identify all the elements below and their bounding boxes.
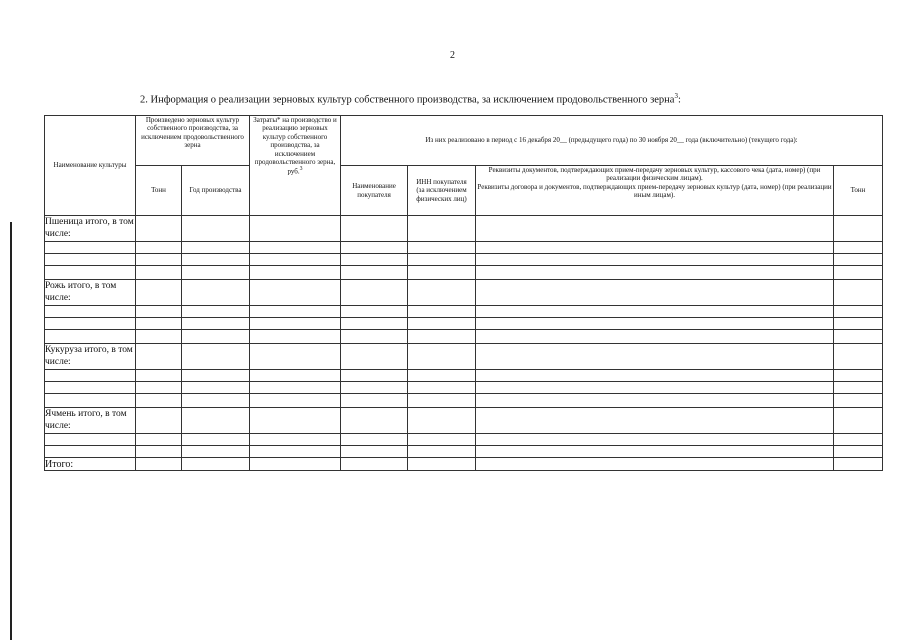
section-title: 2. Информация о реализации зерновых культур собственного производства, за исключением продовольственного зерна$^3$: xyxy=(140,92,681,106)
table-cell xyxy=(45,266,136,280)
table-cell[interactable] xyxy=(476,216,834,242)
table-cell[interactable] xyxy=(408,458,476,471)
header-produced-tons: Тонн xyxy=(136,166,182,216)
table-cell xyxy=(408,394,476,408)
table-cell[interactable] xyxy=(834,306,883,318)
table-cell[interactable] xyxy=(476,382,834,394)
header-sold-tons: Тонн xyxy=(834,166,883,216)
table-cell[interactable] xyxy=(182,370,250,382)
table-cell[interactable] xyxy=(834,434,883,446)
header-crop-name: Наименование культуры xyxy=(45,116,136,216)
table-cell[interactable] xyxy=(476,242,834,254)
table-cell[interactable] xyxy=(250,382,341,394)
header-produced: Произведено зерновых культур собственного производства, за исключением продовольственного зерна xyxy=(136,116,250,166)
table-cell[interactable] xyxy=(182,254,250,266)
table-cell xyxy=(341,330,408,344)
table-cell[interactable] xyxy=(834,458,883,471)
table-cell[interactable] xyxy=(182,280,250,306)
table-cell[interactable] xyxy=(136,382,182,394)
table-cell[interactable] xyxy=(408,306,476,318)
table-cell[interactable] xyxy=(250,216,341,242)
table-cell xyxy=(182,394,250,408)
table-cell[interactable] xyxy=(408,318,476,330)
table-cell[interactable] xyxy=(476,408,834,434)
total-label: Итого: xyxy=(45,458,136,471)
table-cell[interactable] xyxy=(136,318,182,330)
table-row xyxy=(45,446,883,458)
table-row xyxy=(45,254,883,266)
header-sold-period: Из них реализовано в период с 16 декабря 20__ (предыдущего года) по 30 ноября 20__ года (включительно) (текущего года): xyxy=(341,116,883,166)
table-cell[interactable] xyxy=(476,306,834,318)
table-cell xyxy=(136,394,182,408)
table-cell xyxy=(136,330,182,344)
table-cell[interactable] xyxy=(408,434,476,446)
table-cell[interactable] xyxy=(341,216,408,242)
table-cell xyxy=(834,394,883,408)
table-cell[interactable] xyxy=(834,254,883,266)
table-cell[interactable] xyxy=(250,242,341,254)
table-cell xyxy=(834,330,883,344)
group-label-corn: Кукуруза итого, в том числе: xyxy=(45,344,136,370)
table-cell xyxy=(341,266,408,280)
table-cell[interactable] xyxy=(250,344,341,370)
table-cell[interactable] xyxy=(182,408,250,434)
table-cell xyxy=(182,266,250,280)
table-cell[interactable] xyxy=(250,458,341,471)
header-produced-year: Год производства xyxy=(182,166,250,216)
table-cell[interactable] xyxy=(476,318,834,330)
header-buyer-inn-note: (за исключением физических лиц) xyxy=(416,186,467,203)
table-cell xyxy=(45,330,136,344)
table-row xyxy=(45,344,883,370)
table-cell[interactable] xyxy=(341,446,408,458)
header-buyer-inn xyxy=(408,166,476,216)
table-cell[interactable] xyxy=(408,446,476,458)
table-cell[interactable] xyxy=(408,216,476,242)
table-cell[interactable] xyxy=(45,242,136,254)
table-cell[interactable] xyxy=(341,458,408,471)
table-cell[interactable] xyxy=(341,434,408,446)
table-cell[interactable] xyxy=(250,280,341,306)
table-cell[interactable] xyxy=(250,318,341,330)
header-docs-line1: Реквизиты документов, подтверждающих прием-передачу зерновых культур, кассового чека (дата, номер) (при реализации физическим лицам). xyxy=(488,166,821,183)
table-cell[interactable] xyxy=(476,446,834,458)
table-cell[interactable] xyxy=(250,446,341,458)
table-cell[interactable] xyxy=(136,306,182,318)
table-cell[interactable] xyxy=(408,408,476,434)
table-cell[interactable] xyxy=(45,370,136,382)
table-cell[interactable] xyxy=(136,344,182,370)
table-cell[interactable] xyxy=(136,408,182,434)
table-cell[interactable] xyxy=(136,242,182,254)
table-cell[interactable] xyxy=(476,370,834,382)
table-cell xyxy=(476,330,834,344)
group-label-wheat: Пшеница итого, в том числе: xyxy=(45,216,136,242)
table-cell[interactable] xyxy=(136,216,182,242)
table-cell[interactable] xyxy=(341,280,408,306)
table-row xyxy=(45,280,883,306)
table-cell[interactable] xyxy=(341,382,408,394)
header-documents xyxy=(476,166,834,216)
table-row xyxy=(45,408,883,434)
table-cell[interactable] xyxy=(182,434,250,446)
table-row xyxy=(45,306,883,318)
table-cell[interactable] xyxy=(250,370,341,382)
header-buyer-name: Наименование покупателя xyxy=(341,166,408,216)
table-cell xyxy=(476,266,834,280)
table-cell xyxy=(408,266,476,280)
table-cell[interactable] xyxy=(408,242,476,254)
table-cell[interactable] xyxy=(136,446,182,458)
group-label-rye: Рожь итого, в том числе: xyxy=(45,280,136,306)
table-cell[interactable] xyxy=(136,254,182,266)
table-row xyxy=(45,266,883,280)
table-cell[interactable] xyxy=(45,434,136,446)
table-cell xyxy=(250,266,341,280)
table-cell[interactable] xyxy=(834,216,883,242)
table-cell[interactable] xyxy=(182,306,250,318)
table-cell[interactable] xyxy=(834,370,883,382)
table-cell[interactable] xyxy=(408,280,476,306)
table-cell[interactable] xyxy=(250,306,341,318)
table-cell[interactable] xyxy=(182,318,250,330)
table-cell[interactable] xyxy=(834,446,883,458)
grain-sales-table xyxy=(44,115,883,471)
table-cell[interactable] xyxy=(341,306,408,318)
table-row xyxy=(45,318,883,330)
table-cell[interactable] xyxy=(476,344,834,370)
table-cell[interactable] xyxy=(408,370,476,382)
table-cell[interactable] xyxy=(341,318,408,330)
table-cell[interactable] xyxy=(182,446,250,458)
table-cell xyxy=(341,394,408,408)
table-cell xyxy=(250,394,341,408)
table-cell[interactable] xyxy=(136,370,182,382)
title-text: 2. Информация о реализации зерновых культур собственного производства, за исключением продовольственного зерна xyxy=(140,94,675,106)
table-cell[interactable] xyxy=(834,344,883,370)
table-cell[interactable] xyxy=(408,344,476,370)
header-buyer-inn-text: ИНН покупателя xyxy=(416,177,467,186)
table-cell[interactable] xyxy=(136,434,182,446)
table-cell[interactable] xyxy=(45,318,136,330)
table-cell[interactable] xyxy=(45,306,136,318)
table-cell[interactable] xyxy=(341,344,408,370)
table-cell xyxy=(476,394,834,408)
table-row xyxy=(45,434,883,446)
table-cell[interactable] xyxy=(341,254,408,266)
table-cell[interactable] xyxy=(45,382,136,394)
table-cell xyxy=(834,266,883,280)
table-cell xyxy=(182,330,250,344)
table-cell[interactable] xyxy=(182,382,250,394)
table-cell[interactable] xyxy=(182,344,250,370)
table-cell[interactable] xyxy=(341,408,408,434)
table-row xyxy=(45,330,883,344)
header-costs-text: Затраты* на производство и реализацию зерновых культур собственного производства, за исключением продовольственного зерна, руб. xyxy=(253,116,337,176)
table-cell xyxy=(408,330,476,344)
table-cell[interactable] xyxy=(408,382,476,394)
table-cell[interactable] xyxy=(834,280,883,306)
table-cell[interactable] xyxy=(476,458,834,471)
table-cell[interactable] xyxy=(834,382,883,394)
header-costs-footnote: 3 xyxy=(299,166,303,173)
table-cell[interactable] xyxy=(250,254,341,266)
title-footnote: 3 xyxy=(674,92,678,100)
table-cell[interactable] xyxy=(182,216,250,242)
table-cell[interactable] xyxy=(476,280,834,306)
table-row xyxy=(45,242,883,254)
table-cell[interactable] xyxy=(834,318,883,330)
table-cell[interactable] xyxy=(834,242,883,254)
table-cell[interactable] xyxy=(250,434,341,446)
table-cell[interactable] xyxy=(136,458,182,471)
table-cell xyxy=(136,266,182,280)
table-cell[interactable] xyxy=(834,408,883,434)
table-row xyxy=(45,394,883,408)
table-cell[interactable] xyxy=(45,254,136,266)
table-cell[interactable] xyxy=(136,280,182,306)
table-row xyxy=(45,216,883,242)
table-cell[interactable] xyxy=(182,242,250,254)
table-row xyxy=(45,370,883,382)
table-cell xyxy=(45,394,136,408)
table-cell[interactable] xyxy=(250,408,341,434)
group-label-barley: Ячмень итого, в том числе: xyxy=(45,408,136,434)
header-docs-line2: Реквизиты договора и документов, подтверждающих прием-передачу зерновых культур (дата, номер) (при реализации иным лицам). xyxy=(477,182,832,200)
table-cell[interactable] xyxy=(476,254,834,266)
table-cell[interactable] xyxy=(45,446,136,458)
table-cell xyxy=(250,330,341,344)
table-cell[interactable] xyxy=(341,370,408,382)
table-row-total xyxy=(45,458,883,471)
left-margin-rule xyxy=(10,222,12,640)
page-number: 2 xyxy=(450,50,455,61)
table-row xyxy=(45,382,883,394)
header-costs xyxy=(250,116,341,216)
table-cell[interactable] xyxy=(408,254,476,266)
table-cell[interactable] xyxy=(476,434,834,446)
table-cell[interactable] xyxy=(182,458,250,471)
table-cell[interactable] xyxy=(341,242,408,254)
